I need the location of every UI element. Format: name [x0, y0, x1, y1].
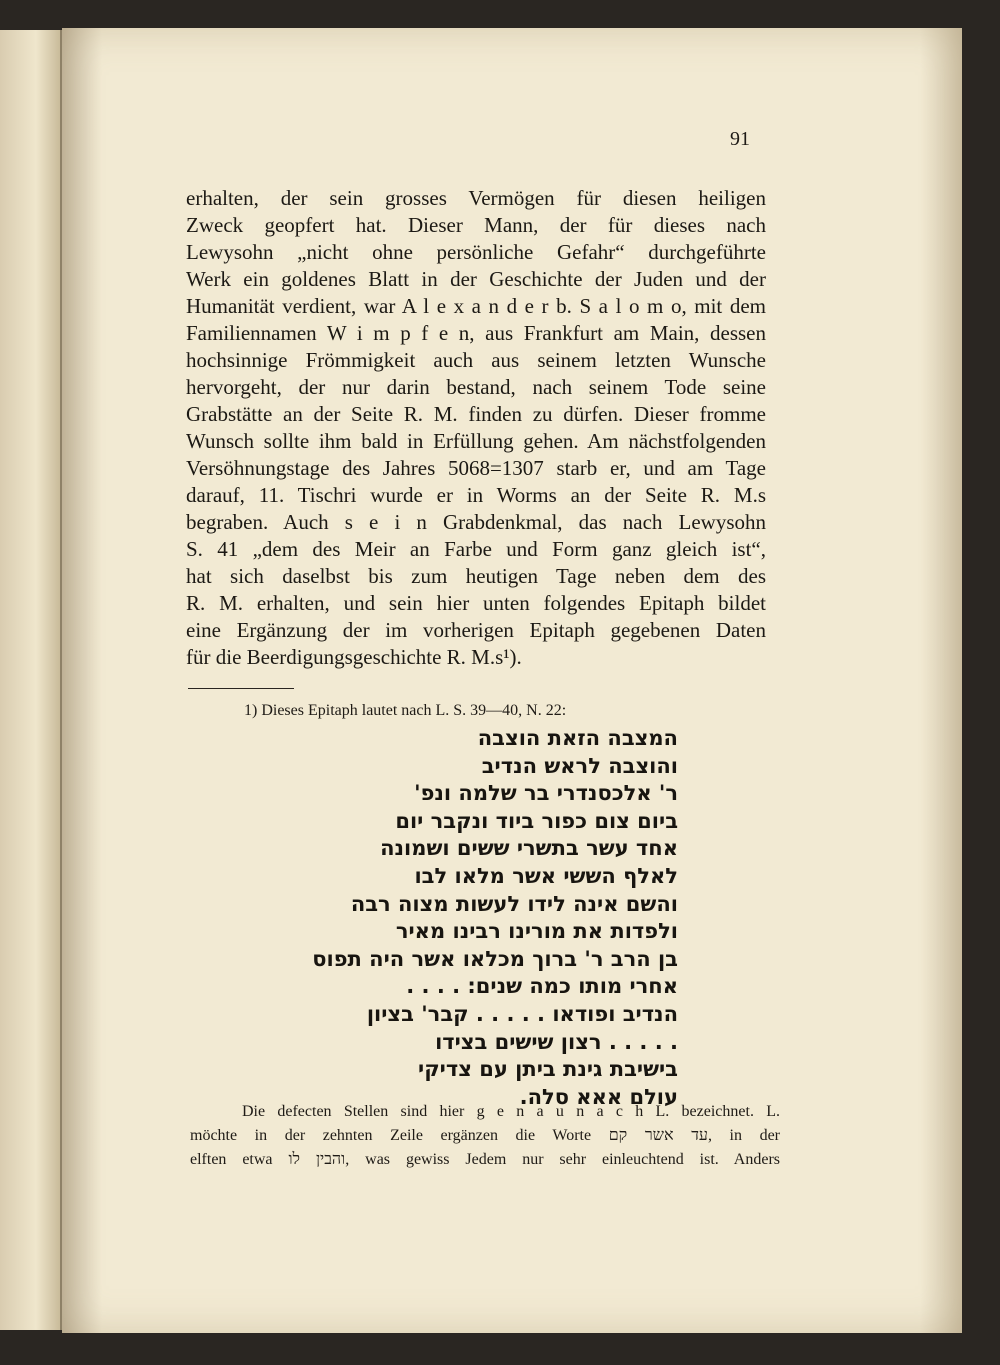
body-line: R. M. erhalten, und sein hier unten folgendes Epitaph bildet	[186, 591, 766, 615]
epitaph-line: אחד עשר בתשרי ששים ושמונה	[380, 836, 678, 861]
body-line: Wunsch sollte ihm bald in Erfüllung gehen. Am nächstfolgenden	[186, 429, 766, 453]
epitaph-line: בן הרב ר' ברוך מכלאו אשר היה תפוס	[312, 946, 678, 971]
body-line: hervorgeht, der nur darin bestand, nach seinem Tode seine	[186, 375, 766, 399]
adjacent-page-edge	[0, 30, 62, 1330]
body-line: begraben. Auch s e i n Grabdenkmal, das nach Lewysohn	[186, 510, 766, 534]
epitaph-line: אחרי מותו כמה שנים: . . . .	[406, 974, 678, 999]
body-line: für die Beerdigungsgeschichte R. M.s¹).	[186, 645, 522, 669]
footnote-line: elften etwa והבין לו, was gewiss Jedem nur sehr einleuchtend ist. Anders	[190, 1151, 781, 1168]
body-line: Werk ein goldenes Blatt in der Geschichte der Juden und der	[186, 267, 766, 291]
body-line: Familiennamen W i m p f e n, aus Frankfurt am Main, dessen	[186, 321, 766, 345]
hebrew-epitaph	[300, 725, 678, 1111]
gutter-shadow	[62, 28, 102, 1333]
epitaph-line: והוצבה לראש הנדיב	[481, 753, 678, 778]
page-right-edge	[920, 28, 962, 1333]
body-line: hat sich daselbst bis zum heutigen Tage neben dem des	[186, 564, 766, 588]
body-line: darauf, 11. Tischri wurde er in Worms an der Seite R. M.s	[186, 483, 766, 507]
footnote-intro: 1) Dieses Epitaph lautet nach L. S. 39—40, N. 22:	[244, 702, 567, 719]
epitaph-line: עולם אאא סלה.	[519, 1084, 678, 1109]
body-line: Humanität verdient, war A l e x a n d e r b. S a l o m o, mit dem	[186, 294, 766, 318]
footnote-commentary	[190, 1100, 780, 1172]
epitaph-line: המצבה הזאת הוצבה	[477, 726, 678, 750]
page-number: 91	[730, 128, 750, 150]
epitaph-line: ר' אלכסנדרי בר שלמה ונפ'	[414, 781, 678, 806]
epitaph-line: . . . . . רצון שישים בצידו	[435, 1029, 678, 1054]
body-line: Lewysohn „nicht ohne persönliche Gefahr“ durchgeführte	[186, 240, 766, 264]
body-line: erhalten, der sein grosses Vermögen für diesen heiligen	[186, 186, 766, 210]
body-line: Zweck geopfert hat. Dieser Mann, der für dieses nach	[186, 213, 766, 237]
body-line: S. 41 „dem des Meir an Farbe und Form ganz gleich ist“,	[186, 537, 766, 561]
epitaph-line: לאלף הששי אשר מלאו לבו	[414, 863, 678, 888]
main-body-text	[186, 185, 766, 671]
footnote-line: möchte in der zehnten Zeile ergänzen die Worte עד אשר קם, in der	[190, 1127, 781, 1144]
footnote-line: Die defecten Stellen sind hier g e n a u n a c h L. bezeichnet. L.	[242, 1103, 780, 1120]
epitaph-line: ולפדות את מורינו רבינו מאיר	[395, 919, 678, 944]
body-line: hochsinnige Frömmigkeit auch aus seinem letzten Wunsche	[186, 348, 766, 372]
body-line: eine Ergänzung der im vorherigen Epitaph gegebenen Daten	[186, 618, 766, 642]
footnote-divider	[188, 688, 294, 689]
epitaph-line: ביום צום כפור ביוד ונקבר יום	[395, 808, 678, 833]
body-line: Grabstätte an der Seite R. M. finden zu dürfen. Dieser fromme	[186, 402, 766, 426]
epitaph-line: הנדיב ופודאו . . . . . קבר' בציון	[366, 1001, 678, 1026]
body-line: Versöhnungstage des Jahres 5068=1307 starb er, und am Tage	[186, 456, 766, 480]
epitaph-line: בישיבת גינת ביתן עם צדיקי	[418, 1057, 678, 1082]
epitaph-line: והשם אינה לידו לעשות מצוה רבה	[350, 891, 678, 916]
